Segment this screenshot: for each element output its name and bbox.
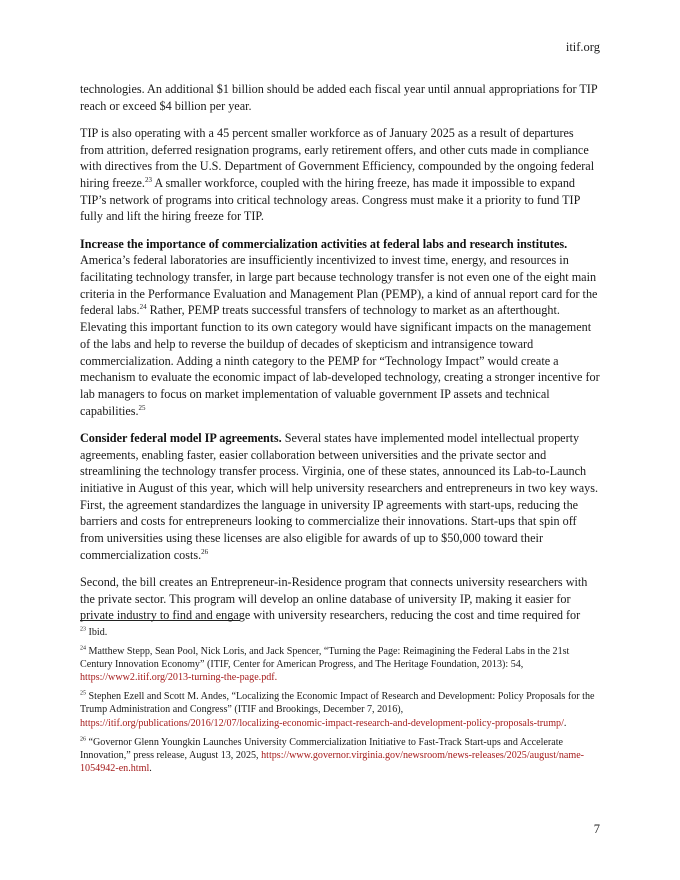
footnote-25	[80, 690, 600, 730]
footnote-link[interactable]: https://www.governor.virginia.gov/newsroom/news-releases/2025/august/name-1054942-en.html	[80, 749, 585, 775]
paragraph-3-heading: Increase the importance of commercialization activities at federal labs and research institutes.	[80, 236, 568, 251]
footnote-text: Ibid.	[86, 627, 108, 638]
footnote-text: Matthew Stepp, Sean Pool, Nick Loris, and Jack Spencer, “Turning the Page: Reimagining the Federal Labs in the 21st Century Innovation Economy” (ITIF, Center for American Progress, and The Heritage Foundation, 2013): 54,	[80, 645, 570, 671]
paragraph-5-text: Second, the bill creates an Entrepreneur-in-Residence program that connects university researchers with the private sector. This program will develop an online database of university IP, making it easier for private industry to find and engage with university researchers, reducing the cost and time required for	[80, 574, 588, 623]
footnote-text: Stephen Ezell and Scott M. Andes, “Localizing the Economic Impact of Research and Development: Policy Proposals for the Trump Administration and Congress” (ITIF and Brookings, December 7, 2016),	[80, 691, 595, 716]
paragraph-1-text: technologies. An additional $1 billion should be added each fiscal year until annual appropriations for TIP reach or exceed $4 billion per year.	[80, 82, 598, 113]
paragraph-3-text-b: Rather, PEMP treats successful transfers of technology to market as an afterthought. Elevating this important function to its own category would have significant impacts on the management of the labs and help to reverse the buildup of decades of skepticism and intransigence toward commercialization. Adding a ninth category to the PEMP for “Technology Impact” would create a mechanism to evaluate the economic impact of lab-developed technology, creating a stronger incentive for lab managers to focus on market implementation of valuable government IP assets and technical capabilities.	[80, 303, 600, 418]
page-number: 7	[593, 822, 600, 836]
paragraph-2-text-b: A smaller workforce, coupled with the hiring freeze, has made it impossible to expand TIP’s network of programs into critical technology areas. Congress must make it a priority to fund TIP fully and lift the hiring freeze for TIP.	[80, 176, 580, 224]
footnote-number: 24	[80, 645, 86, 652]
footnotes	[80, 626, 600, 781]
footnote-tail: .	[563, 717, 567, 729]
footnote-link[interactable]: https://itif.org/publications/2016/12/07/localizing-economic-impact-research-and-development-policy-proposals-trump/	[80, 717, 564, 729]
footnote-26	[80, 736, 600, 776]
footnote-number: 25	[80, 690, 86, 697]
footnote-number: 23	[80, 626, 86, 633]
footnote-number: 26	[80, 736, 86, 743]
body-text	[80, 81, 600, 635]
footnote-tail: .	[149, 763, 152, 775]
paragraph-4-text: Several states have implemented model intellectual property agreements, enabling faster, easier collaboration between universities and the private sector and streamlining the technology transfer process. Virginia, one of these states, announced its Lab-to-Launch initiative in August of this year, which will help university researchers and entrepreneurs in two key ways. First, the agreement standardizes the language in university IP agreements with start-ups, reducing the barriers and costs for entrepreneurs looking to commercialize their innovations. Start-ups that spin off from universities using these licenses are also eligible for awards of up to $50,000 toward their commercialization costs.	[80, 430, 599, 562]
footnote-23	[80, 626, 600, 639]
paragraph-5	[80, 574, 600, 624]
paragraph-4	[80, 430, 600, 564]
footnote-ref-26[interactable]: 26	[201, 547, 209, 556]
paragraph-1	[80, 81, 600, 114]
footnote-ref-24[interactable]: 24	[139, 303, 147, 312]
footnote-separator	[80, 620, 240, 621]
header-site-name: itif.org	[565, 40, 600, 54]
footnote-ref-25[interactable]: 25	[138, 403, 146, 412]
paragraph-3-text-a: America’s federal laboratories are insufficiently incentivized to invest time, energy, and resources in facilitating technology transfer, in large part because technology transfer is not even one of the eight main criteria in the Performance Evaluation and Management Plan (PEMP), a kind of annual report card for the federal labs.	[80, 253, 598, 318]
paragraph-3	[80, 236, 600, 420]
paragraph-4-heading: Consider federal model IP agreements.	[80, 430, 282, 445]
paragraph-2-text-a: TIP is also operating with a 45 percent smaller workforce as of January 2025 as a result of departures from attrition, deferred resignation programs, early retirement offers, and other cuts made in compliance with directives from the U.S. Department of Government Efficiency, compounded by the ongoing federal hiring freeze.	[80, 125, 595, 191]
footnote-ref-23[interactable]: 23	[144, 175, 152, 184]
footnote-link[interactable]: https://www2.itif.org/2013-turning-the-page.pdf.	[80, 672, 278, 684]
footnote-text: “Governor Glenn Youngkin Launches University Commercialization Initiative to Fast-Track Start-ups and Accelerate Innovation,” press release, August 13, 2025,	[80, 736, 564, 761]
footnote-24	[80, 645, 600, 685]
paragraph-2	[80, 125, 600, 225]
